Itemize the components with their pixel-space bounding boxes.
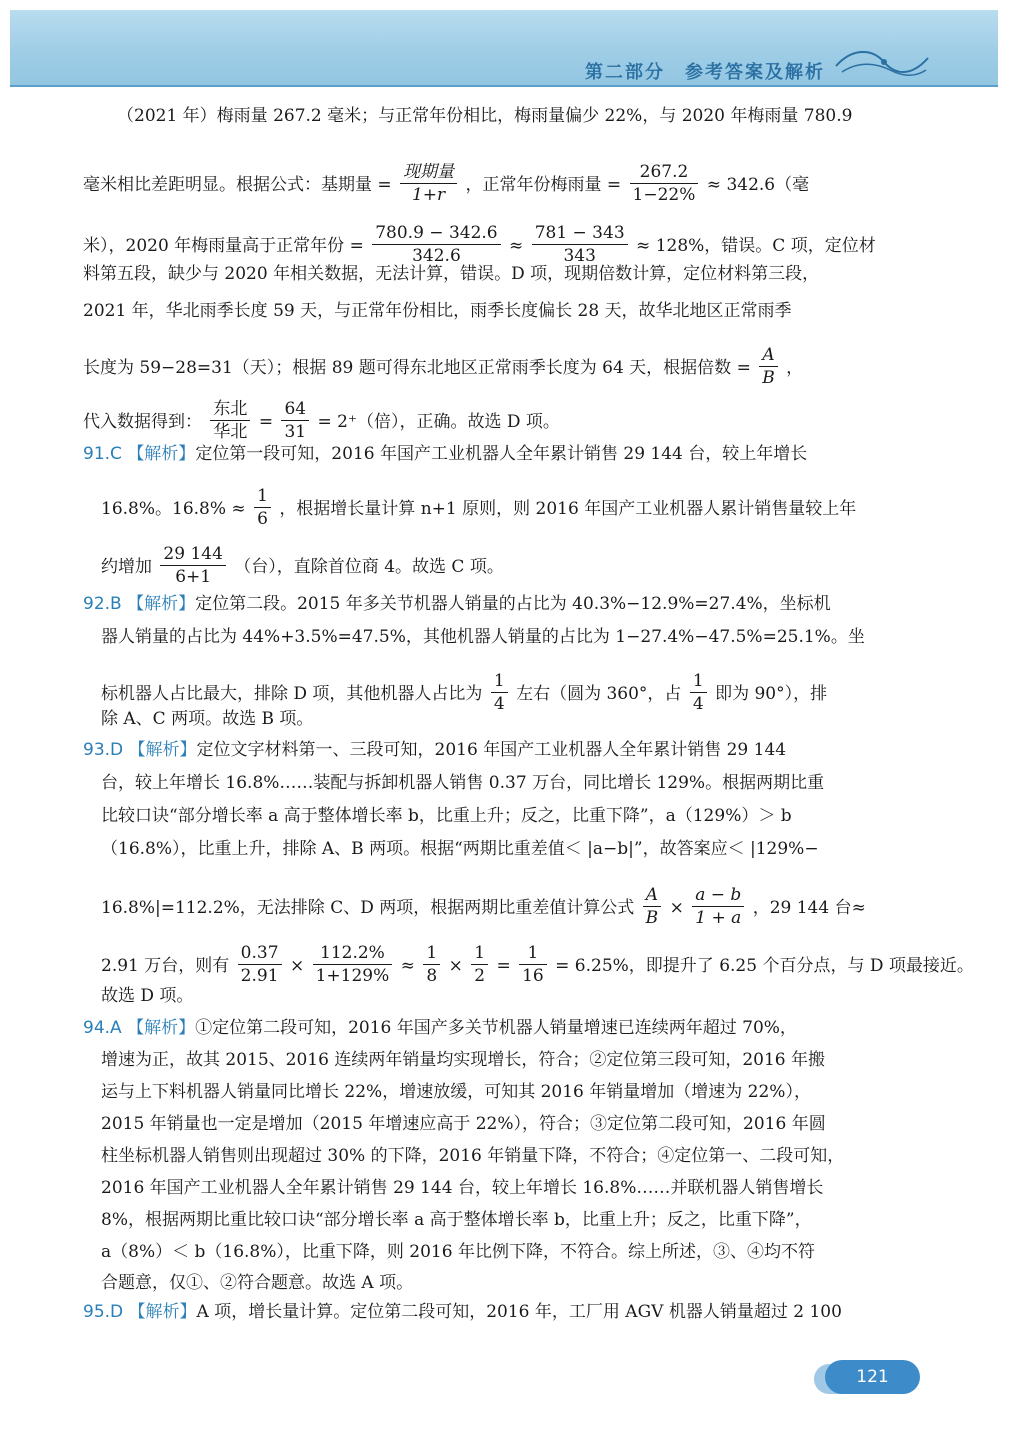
q91-number: 91.C — [83, 444, 122, 464]
fraction-diff-1: $\frac{780.9 - 342.6}{342.6}$ — [372, 222, 500, 267]
wave-ornament-icon — [832, 42, 932, 82]
q93-line-6: 2.91 万台，则有 $\frac{0.37}{2.91}$ × $\frac{112.2\%}{1+129\%}$ ≈ $\frac{1}{8}$ × $\frac{1}{2}$ = $\frac{1}{16}$ = 6.25%，即提升了 6.25 个百分点，与 D 项最接近。 — [101, 943, 974, 986]
q92-line-4: 除 A、C 两项。故选 B 项。 — [101, 709, 314, 729]
q91-line-3: 约增加 $\frac{29 144}{6+1}$ （台），直除首位商 4。故选 C 项。 — [101, 544, 504, 587]
fraction-one-eighth: $\frac{1}{8}$ — [423, 942, 440, 987]
q93-line-2: 台，较上年增长 16.8%……装配与拆卸机器人销售 0.37 万台，同比增长 129%。根据两期比重 — [101, 773, 825, 793]
q94-line-4: 2015 年销量也一定是增加（2015 年增速应高于 22%），符合；③定位第二段可知，2016 年圆 — [101, 1114, 826, 1134]
q94-line-6: 2016 年国产工业机器人全年累计销售 29 144 台，较上年增长 16.8%……并联机器人销售增长 — [101, 1178, 824, 1198]
intro-line-1: （2021 年）梅雨量 267.2 毫米；与正常年份相比，梅雨量偏少 22%，与 2020 年梅雨量 780.9 — [117, 106, 853, 126]
intro-line-2: 毫米相比差距明显。根据公式：基期量 = $\frac{\text{现期量}}{1+r}$ ，正常年份梅雨量 = $\frac{267.2}{1-22\%}$ ≈ 342.6（毫 — [83, 162, 810, 205]
page-number-badge: 121 — [825, 1360, 920, 1394]
q94-line-7: 8%，根据两期比重比较口诀“部分增长率 a 高于整体增长率 b，比重上升；反之，比重下降”， — [101, 1210, 812, 1230]
q93-analysis-tag: 【解析】 — [128, 740, 197, 760]
q93-number: 93.D — [83, 740, 124, 760]
fraction-quarter-1: $\frac{1}{4}$ — [491, 670, 508, 715]
fraction-29144: $\frac{29 144}{6+1}$ — [160, 543, 225, 588]
q94-line-2: 增速为正，故其 2015、2016 连续两年销量均实现增长，符合；②定位第三段可知，2016 年搬 — [101, 1050, 826, 1070]
q94-line-3: 运与上下料机器人销量同比增长 22%，增速放缓，可知其 2016 年销量增加（增速为 22%）， — [101, 1082, 811, 1102]
q92-line-3: 标机器人占比最大，排除 D 项，其他机器人占比为 $\frac{1}{4}$ 左右（圆为 360°，占 $\frac{1}{4}$ 即为 90°），排 — [101, 671, 828, 714]
fraction-normal-rain: $\frac{267.2}{1-22\%}$ — [630, 161, 699, 206]
intro-line-5: 2021 年，华北雨季长度 59 天，与正常年份相比，雨季长度偏长 28 天，故华北地区正常雨季 — [83, 301, 792, 321]
q94-line-5: 柱坐标机器人销售则出现超过 30% 的下降，2016 年销量下降，不符合；④定位第一、二段可知， — [101, 1146, 845, 1166]
fraction-a-over-b: $\frac{A}{B}$ — [759, 344, 778, 389]
fraction-one-sixth: $\frac{1}{6}$ — [254, 485, 271, 530]
fraction-one-sixteenth: $\frac{1}{16}$ — [519, 942, 547, 987]
intro-line-6: 长度为 59−28=31（天）；根据 89 题可得东北地区正常雨季长度为 64 天，根据倍数 = $\frac{A}{B}$ ， — [83, 345, 804, 388]
fraction-diff-2: $\frac{781 - 343}{343}$ — [532, 222, 628, 267]
q94-number: 94.A — [83, 1018, 122, 1038]
q92-line-1: 92.B 【解析】定位第二段。2015 年多关节机器人销量的占比为 40.3%−12.9%=27.4%，坐标机 — [83, 594, 831, 614]
q93-line-3: 比较口诀“部分增长率 a 高于整体增长率 b，比重上升；反之，比重下降”，a（129%）＞ b — [101, 806, 792, 826]
fraction-037-291: $\frac{0.37}{2.91}$ — [238, 942, 282, 987]
page-header-title: 第二部分 参考答案及解析 — [585, 62, 825, 83]
fraction-a-b: $\frac{A}{B}$ — [643, 884, 662, 929]
fraction-a-minus-b: $\frac{a - b}{1 + a}$ — [692, 884, 744, 929]
fraction-one-half: $\frac{1}{2}$ — [471, 942, 488, 987]
q93-line-1: 93.D 【解析】定位文字材料第一、三段可知，2016 年国产工业机器人全年累计销售 29 144 — [83, 740, 787, 760]
intro-line-7: 代入数据得到： $\frac{\text{东北}}{\text{华北}}$ = $\frac{64}{31}$ = 2⁺（倍），正确。故选 D 项。 — [83, 399, 560, 442]
fraction-quarter-2: $\frac{1}{4}$ — [690, 670, 707, 715]
q91-line-2: 16.8%。16.8% ≈ $\frac{1}{6}$ ，根据增长量计算 n+1 原则，则 2016 年国产工业机器人累计销售量较上年 — [101, 486, 857, 529]
q93-line-7: 故选 D 项。 — [101, 986, 194, 1006]
q91-analysis-tag: 【解析】 — [127, 444, 196, 464]
intro-line-3: 米），2020 年梅雨量高于正常年份 = $\frac{780.9 - 342.6}{342.6}$ ≈ $\frac{781 - 343}{343}$ ≈ 128%，错误。C 项，定位材 — [83, 223, 876, 266]
q95-analysis-tag: 【解析】 — [128, 1302, 197, 1322]
fraction-64-31: $\frac{64}{31}$ — [281, 398, 309, 443]
q91-line-1: 91.C 【解析】定位第一段可知，2016 年国产工业机器人全年累计销售 29 144 台，较上年增长 — [83, 444, 808, 464]
fraction-base-period: $\frac{\text{现期量}}{1+r}$ — [400, 161, 457, 206]
fraction-northeast-north: $\frac{\text{东北}}{\text{华北}}$ — [210, 398, 250, 443]
q92-number: 92.B — [83, 594, 122, 614]
q94-line-8: a（8%）＜ b（16.8%），比重下降，则 2016 年比例下降，不符合。综上所述，③、④均不符 — [101, 1242, 815, 1262]
q94-line-9: 合题意，仅①、②符合题意。故选 A 项。 — [101, 1273, 414, 1293]
q95-number: 95.D — [83, 1302, 124, 1322]
q92-line-2: 器人销量的占比为 44%+3.5%=47.5%，其他机器人销量的占比为 1−27.4%−47.5%=25.1%。坐 — [101, 627, 865, 647]
intro-line-4: 料第五段，缺少与 2020 年相关数据，无法计算，错误。D 项，现期倍数计算，定位材料第三段， — [83, 264, 820, 284]
q94-line-1: 94.A 【解析】①定位第二段可知，2016 年国产多关节机器人销量增速已连续两年超过 70%， — [83, 1018, 797, 1038]
q92-analysis-tag: 【解析】 — [127, 594, 196, 614]
q93-line-5: 16.8%|=112.2%，无法排除 C、D 两项，根据两期比重差值计算公式 $\frac{A}{B}$ × $\frac{a - b}{1 + a}$ ，29 144 台≈ — [101, 885, 866, 928]
fraction-1122-2290: $\frac{112.2\%}{1+129\%}$ — [313, 942, 393, 987]
q95-line-1: 95.D 【解析】A 项，增长量计算。定位第二段可知，2016 年，工厂用 AGV 机器人销量超过 2 100 — [83, 1302, 842, 1322]
q94-analysis-tag: 【解析】 — [127, 1018, 196, 1038]
q93-line-4: （16.8%），比重上升，排除 A、B 两项。根据“两期比重差值＜ |a−b|”，故答案应＜ |129%− — [101, 839, 819, 859]
